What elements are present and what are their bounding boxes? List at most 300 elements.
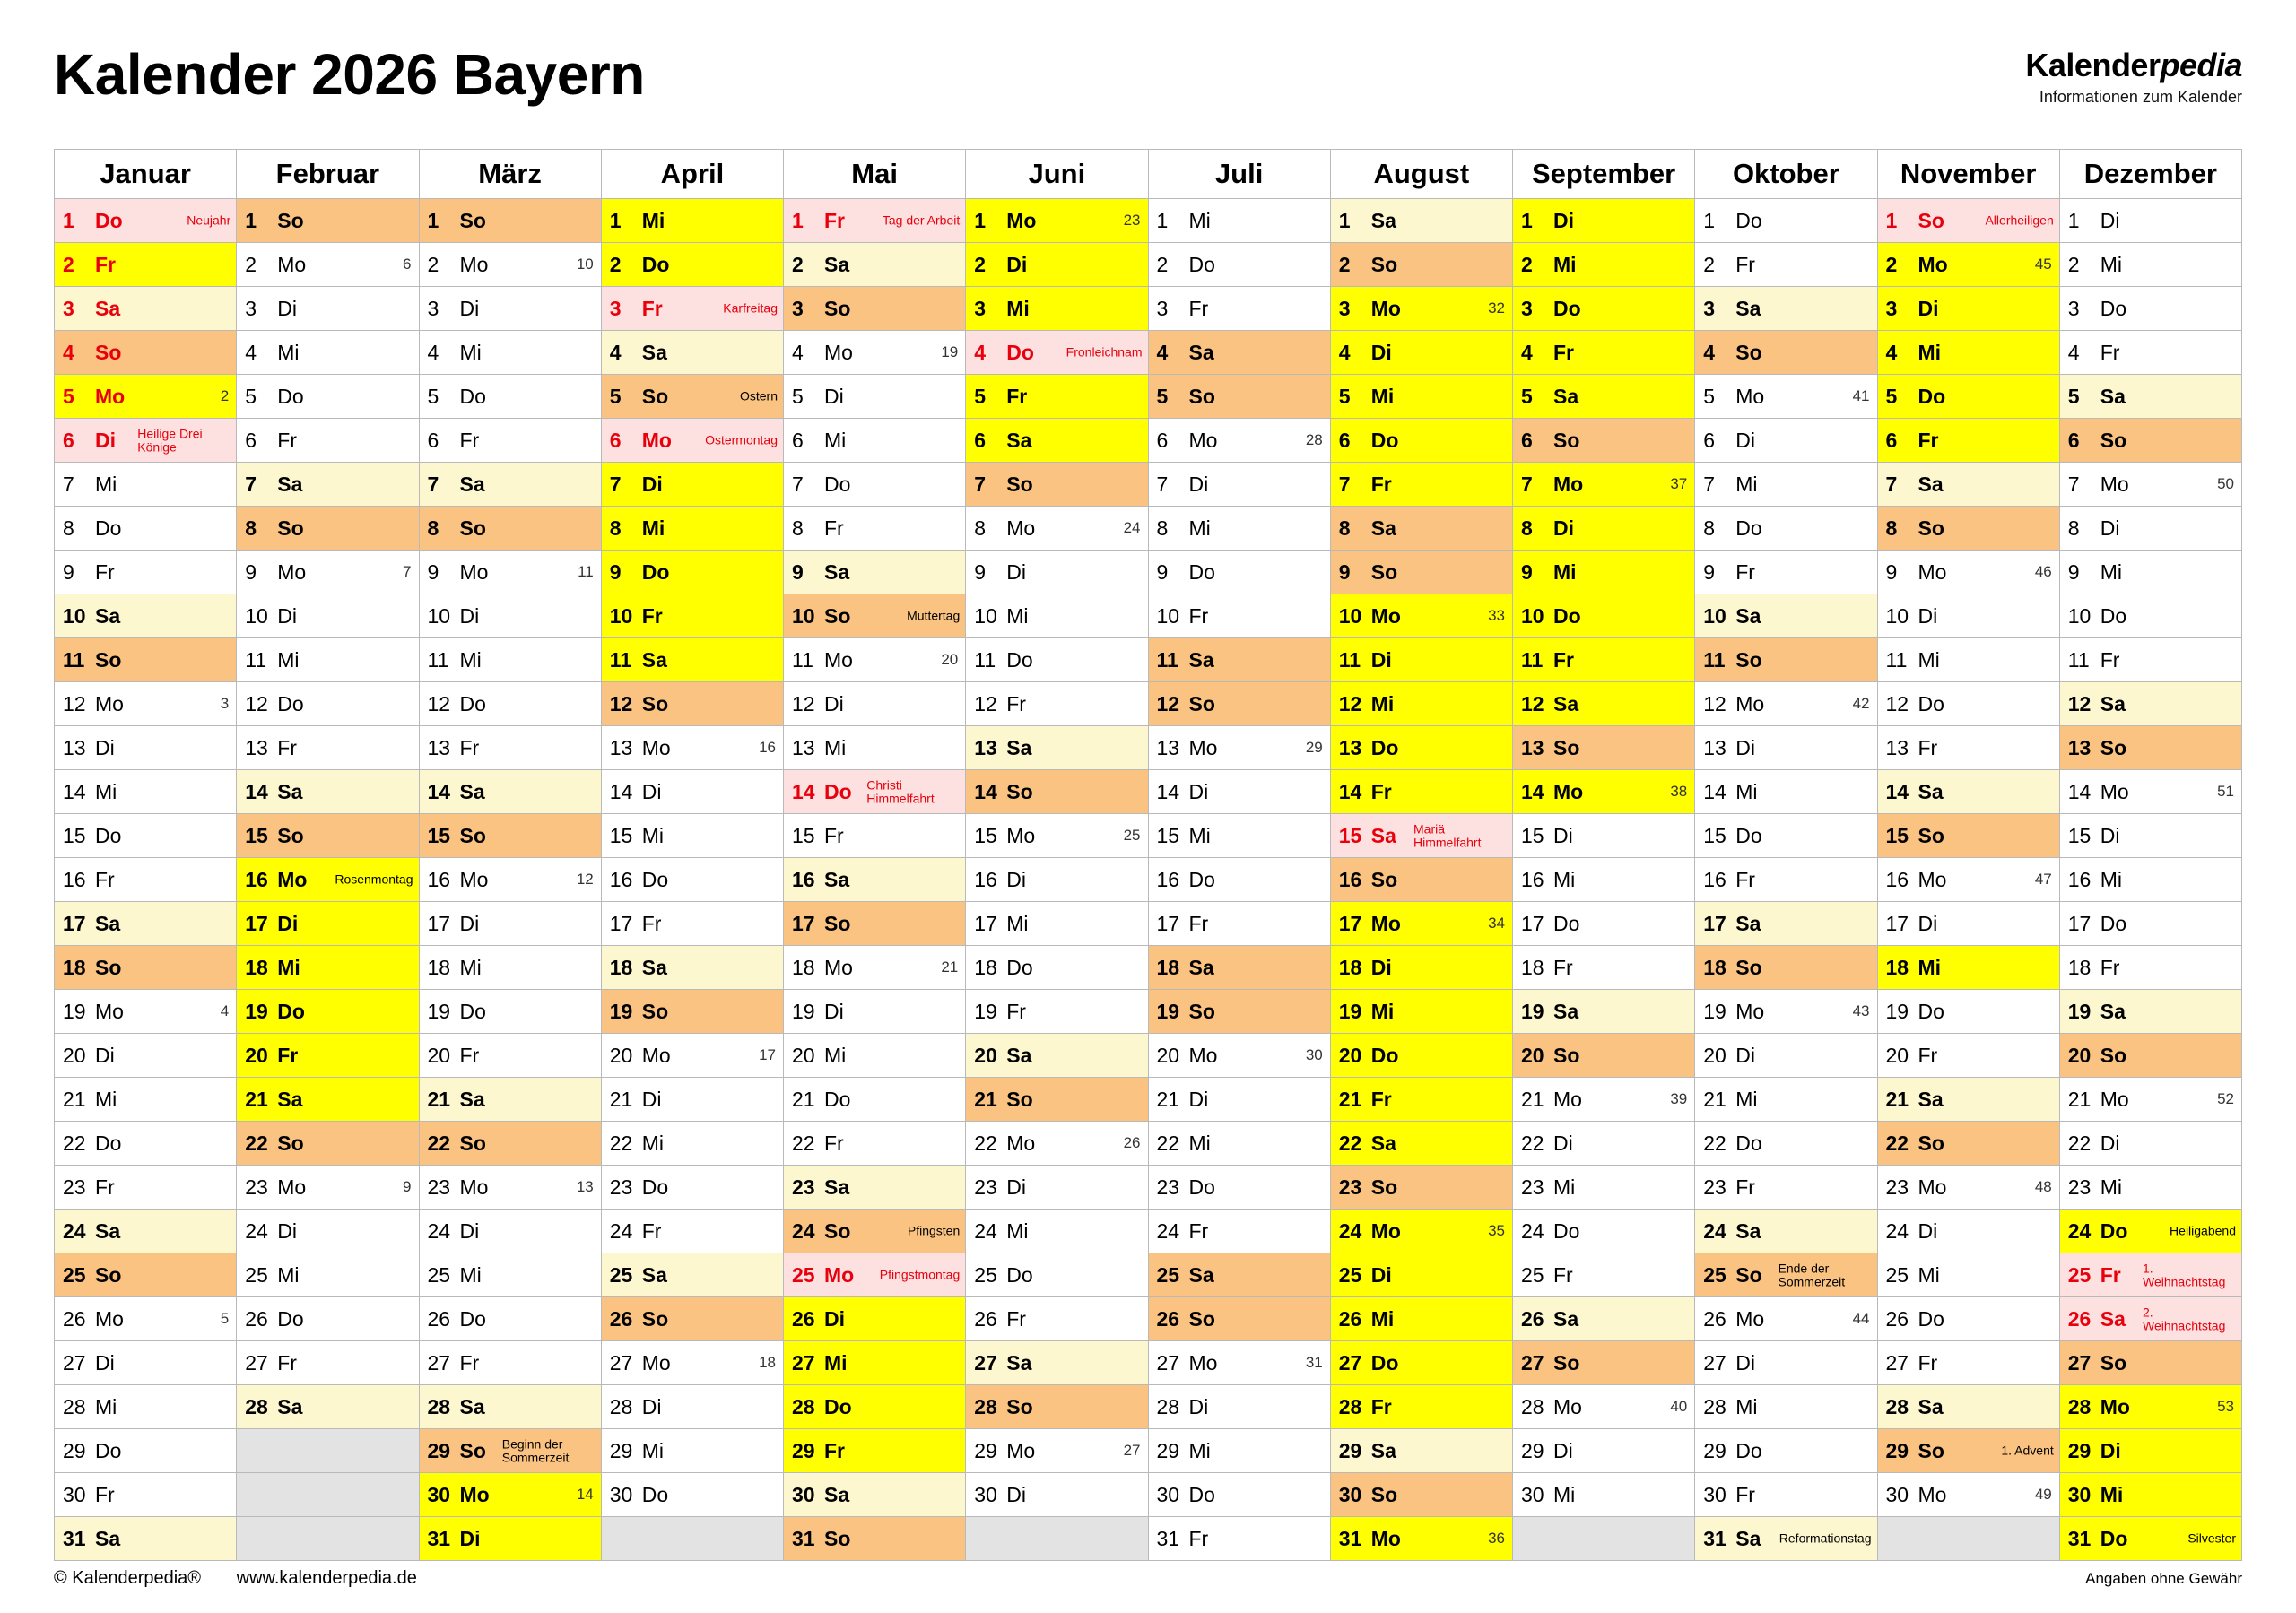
day-cell[interactable] bbox=[1148, 507, 1330, 551]
day-cell[interactable] bbox=[1330, 1034, 1512, 1078]
day-cell[interactable] bbox=[784, 1341, 966, 1385]
day-cell[interactable] bbox=[784, 463, 966, 507]
day-cell[interactable] bbox=[966, 858, 1148, 902]
day-cell[interactable] bbox=[419, 770, 601, 814]
day-cell[interactable] bbox=[1330, 331, 1512, 375]
day-cell[interactable] bbox=[55, 287, 237, 331]
day-cell[interactable] bbox=[601, 770, 783, 814]
day-cell[interactable] bbox=[966, 375, 1148, 419]
day-cell[interactable] bbox=[966, 1166, 1148, 1210]
day-cell[interactable] bbox=[1513, 1385, 1695, 1429]
day-cell[interactable] bbox=[1330, 243, 1512, 287]
day-cell[interactable] bbox=[2059, 726, 2241, 770]
day-cell[interactable] bbox=[1513, 199, 1695, 243]
day-cell[interactable] bbox=[2059, 990, 2241, 1034]
day-cell[interactable] bbox=[1148, 1034, 1330, 1078]
day-cell[interactable] bbox=[55, 1034, 237, 1078]
day-cell[interactable] bbox=[237, 1166, 419, 1210]
day-cell[interactable] bbox=[2059, 419, 2241, 463]
day-cell[interactable] bbox=[601, 419, 783, 463]
day-cell[interactable] bbox=[55, 551, 237, 594]
day-cell[interactable] bbox=[2059, 1166, 2241, 1210]
day-cell[interactable] bbox=[1330, 1429, 1512, 1473]
day-cell[interactable] bbox=[55, 990, 237, 1034]
day-cell[interactable] bbox=[966, 1429, 1148, 1473]
day-cell[interactable] bbox=[966, 1253, 1148, 1297]
day-cell[interactable] bbox=[1148, 1473, 1330, 1517]
day-cell[interactable] bbox=[419, 814, 601, 858]
day-cell[interactable] bbox=[1695, 551, 1877, 594]
day-cell[interactable] bbox=[1330, 199, 1512, 243]
day-cell[interactable] bbox=[2059, 1297, 2241, 1341]
day-cell[interactable] bbox=[1877, 1341, 2059, 1385]
day-cell[interactable] bbox=[784, 287, 966, 331]
day-cell[interactable] bbox=[601, 902, 783, 946]
day-cell[interactable] bbox=[601, 551, 783, 594]
day-cell[interactable] bbox=[1695, 1297, 1877, 1341]
day-cell[interactable] bbox=[55, 507, 237, 551]
footer-website[interactable]: www.kalenderpedia.de bbox=[236, 1568, 417, 1588]
day-cell[interactable] bbox=[55, 463, 237, 507]
day-cell[interactable] bbox=[55, 419, 237, 463]
day-cell[interactable] bbox=[2059, 858, 2241, 902]
day-cell[interactable] bbox=[237, 1341, 419, 1385]
day-cell[interactable] bbox=[1148, 1297, 1330, 1341]
day-cell[interactable] bbox=[1330, 990, 1512, 1034]
day-cell[interactable] bbox=[1148, 1122, 1330, 1166]
day-cell[interactable] bbox=[1148, 1210, 1330, 1253]
day-cell[interactable] bbox=[601, 726, 783, 770]
day-cell[interactable] bbox=[419, 551, 601, 594]
day-cell[interactable] bbox=[1330, 507, 1512, 551]
day-cell[interactable] bbox=[966, 243, 1148, 287]
day-cell[interactable] bbox=[1695, 726, 1877, 770]
day-cell[interactable] bbox=[601, 858, 783, 902]
day-cell[interactable] bbox=[55, 902, 237, 946]
day-cell[interactable] bbox=[419, 463, 601, 507]
day-cell[interactable] bbox=[784, 902, 966, 946]
day-cell[interactable] bbox=[2059, 199, 2241, 243]
day-cell[interactable] bbox=[55, 1473, 237, 1517]
day-cell[interactable] bbox=[784, 375, 966, 419]
day-cell[interactable] bbox=[601, 1034, 783, 1078]
day-cell[interactable] bbox=[784, 419, 966, 463]
day-cell[interactable] bbox=[601, 507, 783, 551]
day-cell[interactable] bbox=[419, 1122, 601, 1166]
day-cell[interactable] bbox=[1148, 1517, 1330, 1561]
day-cell[interactable] bbox=[55, 1341, 237, 1385]
day-cell[interactable] bbox=[1148, 551, 1330, 594]
day-cell[interactable] bbox=[1513, 331, 1695, 375]
day-cell[interactable] bbox=[2059, 243, 2241, 287]
day-cell[interactable] bbox=[419, 1473, 601, 1517]
day-cell[interactable] bbox=[1148, 375, 1330, 419]
day-cell[interactable] bbox=[1330, 682, 1512, 726]
day-cell[interactable] bbox=[1330, 463, 1512, 507]
day-cell[interactable] bbox=[784, 990, 966, 1034]
day-cell[interactable] bbox=[237, 1034, 419, 1078]
day-cell[interactable] bbox=[55, 1253, 237, 1297]
day-cell[interactable] bbox=[237, 1385, 419, 1429]
day-cell[interactable] bbox=[784, 770, 966, 814]
day-cell[interactable] bbox=[1877, 902, 2059, 946]
day-cell[interactable] bbox=[1877, 1166, 2059, 1210]
day-cell[interactable] bbox=[2059, 594, 2241, 638]
day-cell[interactable] bbox=[237, 199, 419, 243]
day-cell[interactable] bbox=[55, 331, 237, 375]
day-cell[interactable] bbox=[1695, 1473, 1877, 1517]
day-cell[interactable] bbox=[784, 1473, 966, 1517]
day-cell[interactable] bbox=[1513, 551, 1695, 594]
day-cell[interactable] bbox=[55, 682, 237, 726]
day-cell[interactable] bbox=[2059, 1341, 2241, 1385]
day-cell[interactable] bbox=[419, 243, 601, 287]
day-cell[interactable] bbox=[966, 1122, 1148, 1166]
day-cell[interactable] bbox=[1148, 1253, 1330, 1297]
day-cell[interactable] bbox=[601, 1473, 783, 1517]
day-cell[interactable] bbox=[601, 1210, 783, 1253]
day-cell[interactable] bbox=[1513, 858, 1695, 902]
day-cell[interactable] bbox=[966, 682, 1148, 726]
day-cell[interactable] bbox=[237, 638, 419, 682]
day-cell[interactable] bbox=[1330, 902, 1512, 946]
day-cell[interactable] bbox=[2059, 331, 2241, 375]
day-cell[interactable] bbox=[1877, 770, 2059, 814]
day-cell[interactable] bbox=[601, 375, 783, 419]
day-cell[interactable] bbox=[419, 638, 601, 682]
day-cell[interactable] bbox=[1148, 638, 1330, 682]
day-cell[interactable] bbox=[419, 946, 601, 990]
day-cell[interactable] bbox=[784, 814, 966, 858]
day-cell[interactable] bbox=[784, 638, 966, 682]
day-cell[interactable] bbox=[237, 507, 419, 551]
day-cell[interactable] bbox=[966, 726, 1148, 770]
day-cell[interactable] bbox=[1513, 726, 1695, 770]
day-cell[interactable] bbox=[1148, 243, 1330, 287]
day-cell[interactable] bbox=[1513, 1253, 1695, 1297]
day-cell[interactable] bbox=[1513, 463, 1695, 507]
day-cell[interactable] bbox=[237, 946, 419, 990]
day-cell[interactable] bbox=[55, 243, 237, 287]
day-cell[interactable] bbox=[1877, 726, 2059, 770]
day-cell[interactable] bbox=[1330, 770, 1512, 814]
day-cell[interactable] bbox=[237, 1078, 419, 1122]
day-cell[interactable] bbox=[1695, 902, 1877, 946]
day-cell[interactable] bbox=[1330, 419, 1512, 463]
day-cell[interactable] bbox=[237, 682, 419, 726]
day-cell[interactable] bbox=[2059, 1253, 2241, 1297]
day-cell[interactable] bbox=[601, 638, 783, 682]
day-cell[interactable] bbox=[784, 1253, 966, 1297]
day-cell[interactable] bbox=[966, 1341, 1148, 1385]
day-cell[interactable] bbox=[1148, 1166, 1330, 1210]
day-cell[interactable] bbox=[601, 287, 783, 331]
day-cell[interactable] bbox=[419, 1385, 601, 1429]
day-cell[interactable] bbox=[2059, 375, 2241, 419]
day-cell[interactable] bbox=[1877, 1122, 2059, 1166]
day-cell[interactable] bbox=[2059, 1385, 2241, 1429]
day-cell[interactable] bbox=[1695, 858, 1877, 902]
day-cell[interactable] bbox=[601, 243, 783, 287]
day-cell[interactable] bbox=[1148, 770, 1330, 814]
day-cell[interactable] bbox=[1148, 726, 1330, 770]
day-cell[interactable] bbox=[55, 1297, 237, 1341]
day-cell[interactable] bbox=[1695, 507, 1877, 551]
day-cell[interactable] bbox=[1148, 1429, 1330, 1473]
day-cell[interactable] bbox=[1877, 990, 2059, 1034]
day-cell[interactable] bbox=[237, 1297, 419, 1341]
day-cell[interactable] bbox=[1695, 463, 1877, 507]
day-cell[interactable] bbox=[784, 594, 966, 638]
day-cell[interactable] bbox=[419, 331, 601, 375]
day-cell[interactable] bbox=[2059, 1517, 2241, 1561]
day-cell[interactable] bbox=[784, 243, 966, 287]
day-cell[interactable] bbox=[55, 594, 237, 638]
day-cell[interactable] bbox=[784, 507, 966, 551]
day-cell[interactable] bbox=[1877, 1297, 2059, 1341]
day-cell[interactable] bbox=[784, 1078, 966, 1122]
day-cell[interactable] bbox=[1330, 858, 1512, 902]
day-cell[interactable] bbox=[55, 1122, 237, 1166]
day-cell[interactable] bbox=[1877, 199, 2059, 243]
day-cell[interactable] bbox=[1695, 946, 1877, 990]
day-cell[interactable] bbox=[2059, 638, 2241, 682]
day-cell[interactable] bbox=[784, 1385, 966, 1429]
day-cell[interactable] bbox=[1148, 682, 1330, 726]
day-cell[interactable] bbox=[1513, 243, 1695, 287]
day-cell[interactable] bbox=[1513, 902, 1695, 946]
day-cell[interactable] bbox=[1148, 463, 1330, 507]
day-cell[interactable] bbox=[601, 1078, 783, 1122]
day-cell[interactable] bbox=[966, 463, 1148, 507]
day-cell[interactable] bbox=[2059, 902, 2241, 946]
day-cell[interactable] bbox=[966, 419, 1148, 463]
day-cell[interactable] bbox=[784, 551, 966, 594]
day-cell[interactable] bbox=[237, 902, 419, 946]
day-cell[interactable] bbox=[1877, 858, 2059, 902]
day-cell[interactable] bbox=[1695, 814, 1877, 858]
day-cell[interactable] bbox=[237, 551, 419, 594]
day-cell[interactable] bbox=[1330, 594, 1512, 638]
day-cell[interactable] bbox=[1877, 682, 2059, 726]
day-cell[interactable] bbox=[1877, 1210, 2059, 1253]
day-cell[interactable] bbox=[1330, 375, 1512, 419]
day-cell[interactable] bbox=[237, 287, 419, 331]
day-cell[interactable] bbox=[1148, 287, 1330, 331]
day-cell[interactable] bbox=[966, 594, 1148, 638]
day-cell[interactable] bbox=[601, 594, 783, 638]
day-cell[interactable] bbox=[237, 726, 419, 770]
day-cell[interactable] bbox=[2059, 1210, 2241, 1253]
day-cell[interactable] bbox=[1148, 1385, 1330, 1429]
day-cell[interactable] bbox=[237, 331, 419, 375]
day-cell[interactable] bbox=[1330, 1122, 1512, 1166]
day-cell[interactable] bbox=[784, 199, 966, 243]
day-cell[interactable] bbox=[966, 1034, 1148, 1078]
day-cell[interactable] bbox=[1695, 243, 1877, 287]
day-cell[interactable] bbox=[1513, 375, 1695, 419]
day-cell[interactable] bbox=[1148, 419, 1330, 463]
day-cell[interactable] bbox=[601, 1253, 783, 1297]
day-cell[interactable] bbox=[1513, 1297, 1695, 1341]
day-cell[interactable] bbox=[1877, 1078, 2059, 1122]
day-cell[interactable] bbox=[2059, 814, 2241, 858]
day-cell[interactable] bbox=[1513, 1034, 1695, 1078]
day-cell[interactable] bbox=[419, 902, 601, 946]
day-cell[interactable] bbox=[1513, 638, 1695, 682]
day-cell[interactable] bbox=[237, 770, 419, 814]
day-cell[interactable] bbox=[1695, 375, 1877, 419]
day-cell[interactable] bbox=[1330, 1078, 1512, 1122]
day-cell[interactable] bbox=[784, 1517, 966, 1561]
day-cell[interactable] bbox=[1330, 1166, 1512, 1210]
day-cell[interactable] bbox=[1695, 1385, 1877, 1429]
day-cell[interactable] bbox=[601, 331, 783, 375]
day-cell[interactable] bbox=[966, 1210, 1148, 1253]
day-cell[interactable] bbox=[1695, 419, 1877, 463]
day-cell[interactable] bbox=[55, 375, 237, 419]
day-cell[interactable] bbox=[237, 814, 419, 858]
day-cell[interactable] bbox=[1330, 1210, 1512, 1253]
day-cell[interactable] bbox=[601, 1385, 783, 1429]
day-cell[interactable] bbox=[1695, 1078, 1877, 1122]
day-cell[interactable] bbox=[784, 682, 966, 726]
day-cell[interactable] bbox=[2059, 1473, 2241, 1517]
day-cell[interactable] bbox=[419, 990, 601, 1034]
day-cell[interactable] bbox=[1513, 682, 1695, 726]
day-cell[interactable] bbox=[237, 375, 419, 419]
day-cell[interactable] bbox=[55, 1385, 237, 1429]
day-cell[interactable] bbox=[784, 1122, 966, 1166]
day-cell[interactable] bbox=[1695, 682, 1877, 726]
day-cell[interactable] bbox=[55, 199, 237, 243]
day-cell[interactable] bbox=[1148, 1341, 1330, 1385]
day-cell[interactable] bbox=[1513, 1166, 1695, 1210]
day-cell[interactable] bbox=[1513, 1473, 1695, 1517]
day-cell[interactable] bbox=[1695, 1341, 1877, 1385]
day-cell[interactable] bbox=[601, 682, 783, 726]
day-cell[interactable] bbox=[601, 1297, 783, 1341]
day-cell[interactable] bbox=[1695, 770, 1877, 814]
day-cell[interactable] bbox=[55, 1166, 237, 1210]
day-cell[interactable] bbox=[1695, 594, 1877, 638]
day-cell[interactable] bbox=[1877, 375, 2059, 419]
day-cell[interactable] bbox=[1330, 1473, 1512, 1517]
day-cell[interactable] bbox=[1330, 551, 1512, 594]
day-cell[interactable] bbox=[237, 419, 419, 463]
day-cell[interactable] bbox=[55, 814, 237, 858]
day-cell[interactable] bbox=[237, 463, 419, 507]
day-cell[interactable] bbox=[1695, 990, 1877, 1034]
day-cell[interactable] bbox=[419, 199, 601, 243]
day-cell[interactable] bbox=[1695, 1122, 1877, 1166]
day-cell[interactable] bbox=[1877, 1253, 2059, 1297]
day-cell[interactable] bbox=[966, 1078, 1148, 1122]
day-cell[interactable] bbox=[1148, 331, 1330, 375]
day-cell[interactable] bbox=[419, 682, 601, 726]
day-cell[interactable] bbox=[1148, 858, 1330, 902]
day-cell[interactable] bbox=[55, 1429, 237, 1473]
day-cell[interactable] bbox=[237, 1210, 419, 1253]
day-cell[interactable] bbox=[419, 375, 601, 419]
day-cell[interactable] bbox=[601, 1166, 783, 1210]
day-cell[interactable] bbox=[1877, 1385, 2059, 1429]
day-cell[interactable] bbox=[55, 1517, 237, 1561]
day-cell[interactable] bbox=[1330, 1341, 1512, 1385]
day-cell[interactable] bbox=[784, 946, 966, 990]
day-cell[interactable] bbox=[2059, 1122, 2241, 1166]
day-cell[interactable] bbox=[966, 902, 1148, 946]
day-cell[interactable] bbox=[966, 331, 1148, 375]
day-cell[interactable] bbox=[2059, 770, 2241, 814]
day-cell[interactable] bbox=[784, 331, 966, 375]
day-cell[interactable] bbox=[419, 1429, 601, 1473]
day-cell[interactable] bbox=[1695, 1210, 1877, 1253]
day-cell[interactable] bbox=[966, 1297, 1148, 1341]
day-cell[interactable] bbox=[419, 1253, 601, 1297]
day-cell[interactable] bbox=[1695, 1166, 1877, 1210]
day-cell[interactable] bbox=[784, 1297, 966, 1341]
day-cell[interactable] bbox=[1877, 638, 2059, 682]
day-cell[interactable] bbox=[1513, 1341, 1695, 1385]
day-cell[interactable] bbox=[784, 1210, 966, 1253]
day-cell[interactable] bbox=[419, 1341, 601, 1385]
day-cell[interactable] bbox=[784, 1034, 966, 1078]
day-cell[interactable] bbox=[1513, 287, 1695, 331]
day-cell[interactable] bbox=[1513, 1122, 1695, 1166]
day-cell[interactable] bbox=[1148, 594, 1330, 638]
day-cell[interactable] bbox=[237, 1253, 419, 1297]
day-cell[interactable] bbox=[1695, 199, 1877, 243]
day-cell[interactable] bbox=[966, 990, 1148, 1034]
day-cell[interactable] bbox=[601, 946, 783, 990]
day-cell[interactable] bbox=[419, 507, 601, 551]
day-cell[interactable] bbox=[55, 1210, 237, 1253]
day-cell[interactable] bbox=[966, 946, 1148, 990]
day-cell[interactable] bbox=[1513, 990, 1695, 1034]
day-cell[interactable] bbox=[1513, 946, 1695, 990]
day-cell[interactable] bbox=[1330, 287, 1512, 331]
day-cell[interactable] bbox=[966, 551, 1148, 594]
day-cell[interactable] bbox=[1877, 1473, 2059, 1517]
day-cell[interactable] bbox=[1695, 331, 1877, 375]
day-cell[interactable] bbox=[237, 1122, 419, 1166]
day-cell[interactable] bbox=[1148, 902, 1330, 946]
day-cell[interactable] bbox=[1695, 1429, 1877, 1473]
day-cell[interactable] bbox=[1877, 287, 2059, 331]
day-cell[interactable] bbox=[2059, 463, 2241, 507]
day-cell[interactable] bbox=[419, 858, 601, 902]
day-cell[interactable] bbox=[601, 990, 783, 1034]
day-cell[interactable] bbox=[2059, 1034, 2241, 1078]
day-cell[interactable] bbox=[1695, 1517, 1877, 1561]
day-cell[interactable] bbox=[601, 814, 783, 858]
day-cell[interactable] bbox=[1695, 1253, 1877, 1297]
day-cell[interactable] bbox=[1877, 946, 2059, 990]
day-cell[interactable] bbox=[966, 638, 1148, 682]
day-cell[interactable] bbox=[237, 594, 419, 638]
day-cell[interactable] bbox=[1148, 1078, 1330, 1122]
day-cell[interactable] bbox=[419, 419, 601, 463]
day-cell[interactable] bbox=[2059, 287, 2241, 331]
day-cell[interactable] bbox=[2059, 1429, 2241, 1473]
day-cell[interactable] bbox=[1330, 1385, 1512, 1429]
day-cell[interactable] bbox=[1330, 946, 1512, 990]
day-cell[interactable] bbox=[55, 770, 237, 814]
day-cell[interactable] bbox=[1513, 770, 1695, 814]
day-cell[interactable] bbox=[966, 287, 1148, 331]
day-cell[interactable] bbox=[1513, 814, 1695, 858]
